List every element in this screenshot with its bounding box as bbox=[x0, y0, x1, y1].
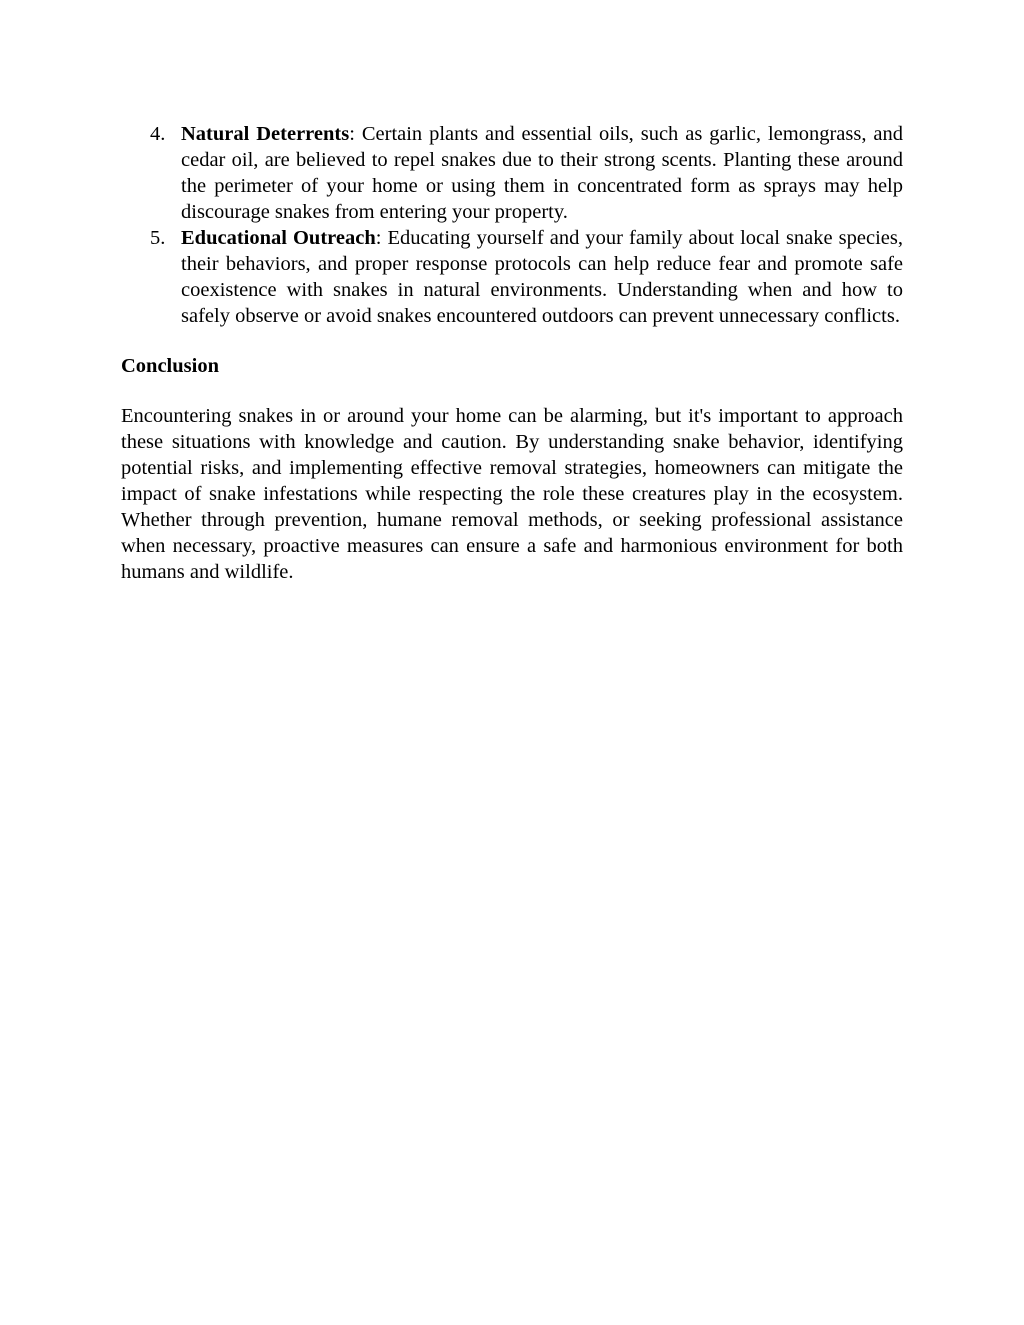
list-item-number: 4. bbox=[150, 123, 166, 145]
conclusion-paragraph: Encountering snakes in or around your home can be alarming, but it's important to approach these situations with knowledge and caution. By understanding snake behavior, identifying potential risks, and implementing effective removal strategies, homeowners can mitigate the impact of snake infestations while respecting the role these creatures play in the ecosystem. Whether through prevention, humane removal methods, or seeking professional assistance when necessary, proactive measures can ensure a safe and harmonious environment for both humans and wildlife. bbox=[121, 405, 903, 583]
list-item-text: : Educating yourself and your family about local snake species, their behaviors, and proper response protocols can help reduce fear and promote safe coexistence with snakes in natural environments. Understanding when and how to safely observe or avoid snakes encountered outdoors can prevent unnecessary conflicts. bbox=[181, 227, 903, 327]
list-item-natural-deterrents bbox=[121, 121, 903, 225]
list-item-number: 5. bbox=[150, 227, 166, 249]
list-item-educational-outreach bbox=[121, 225, 903, 329]
numbered-list bbox=[121, 121, 903, 329]
list-item-text: : Certain plants and essential oils, such as garlic, lemongrass, and cedar oil, are believed to repel snakes due to their strong scents. Planting these around the perimeter of your home or using them in concentrated form as sprays may help discourage snakes from entering your property. bbox=[181, 123, 903, 223]
document-page bbox=[121, 121, 903, 585]
list-item-term: Natural Deterrents bbox=[181, 123, 350, 145]
conclusion-heading: Conclusion bbox=[121, 355, 219, 377]
list-item-term: Educational Outreach bbox=[181, 227, 376, 249]
